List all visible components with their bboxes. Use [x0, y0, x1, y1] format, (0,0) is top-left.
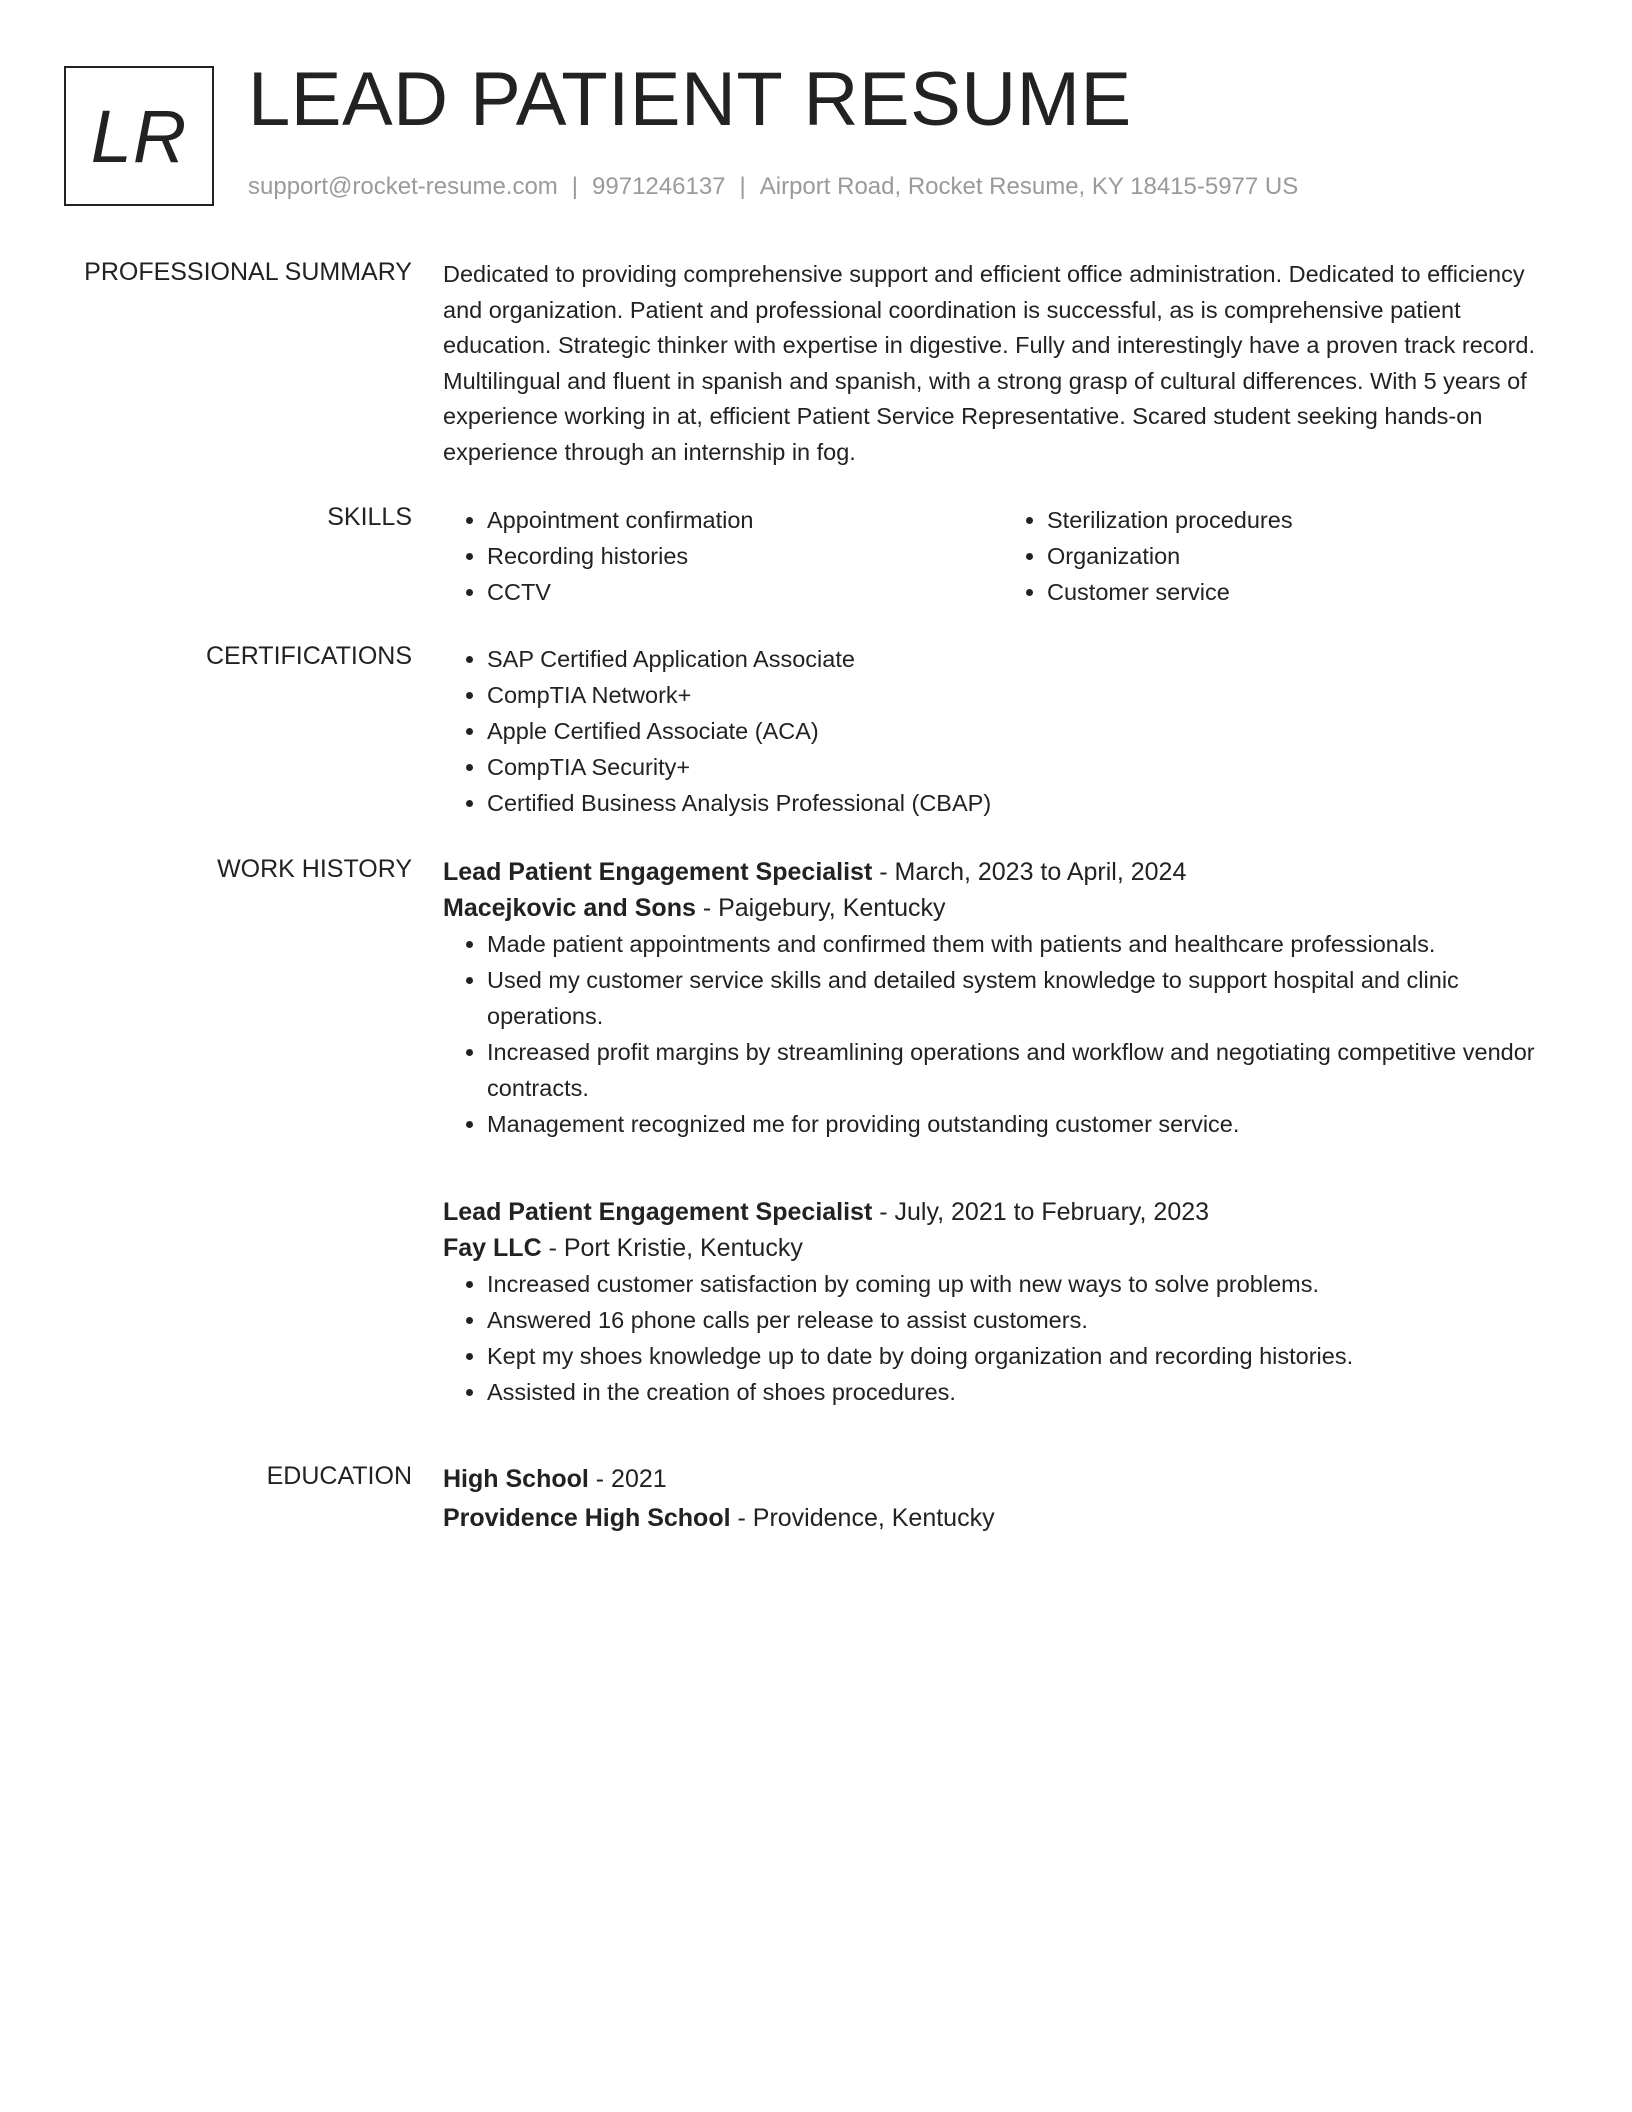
- job-entry: [443, 1194, 1563, 1410]
- job-title: Lead Patient Engagement Specialist: [443, 858, 873, 886]
- certification-item: • SAP Certified Application Associate: [487, 641, 1563, 677]
- skills-column-1: [443, 502, 1003, 610]
- section-label-summary: PROFESSIONAL SUMMARY: [84, 258, 412, 286]
- skill-item: • Sterilization procedures: [1047, 502, 1563, 538]
- job-entry: [443, 854, 1563, 1142]
- job-company: Fay LLC: [443, 1234, 542, 1262]
- job-bullet: • Used my customer service skills and detailed system knowledge to support hospital and clinic operations.: [487, 962, 1563, 1034]
- monogram-logo: LR: [64, 66, 214, 206]
- certifications-section: [443, 641, 1563, 821]
- education-section: [443, 1461, 1563, 1536]
- skill-item: • Appointment confirmation: [487, 502, 1003, 538]
- education-degree: High School: [443, 1465, 589, 1493]
- certification-item: • CompTIA Network+: [487, 677, 1563, 713]
- contact-address: Airport Road, Rocket Resume, KY 18415-5977 US: [759, 173, 1299, 200]
- job-bullet: • Increased profit margins by streamlining operations and workflow and negotiating competitive vendor contracts.: [487, 1034, 1563, 1106]
- education-degree-line: [443, 1461, 1563, 1497]
- skill-item: • Customer service: [1047, 574, 1563, 610]
- job-location: - Port Kristie, Kentucky: [541, 1234, 803, 1262]
- skill-item: • CCTV: [487, 574, 1003, 610]
- job-title-line: [443, 1194, 1563, 1230]
- contact-separator: |: [571, 173, 579, 200]
- job-company-line: [443, 1230, 1563, 1266]
- section-label-work-history: WORK HISTORY: [217, 855, 412, 883]
- certifications-list: [443, 641, 1563, 821]
- contact-phone[interactable]: 9971246137: [592, 173, 726, 200]
- education-year: - 2021: [588, 1465, 667, 1493]
- job-bullet: • Management recognized me for providing outstanding customer service.: [487, 1106, 1563, 1142]
- job-company: Macejkovic and Sons: [443, 894, 696, 922]
- job-bullet: • Increased customer satisfaction by coming up with new ways to solve problems.: [487, 1266, 1563, 1302]
- job-dates: - March, 2023 to April, 2024: [872, 858, 1187, 886]
- skill-item: • Organization: [1047, 538, 1563, 574]
- education-location: - Providence, Kentucky: [730, 1504, 995, 1532]
- job-dates: - July, 2021 to February, 2023: [872, 1198, 1210, 1226]
- job-location: - Paigebury, Kentucky: [695, 894, 946, 922]
- contact-email[interactable]: support@rocket-resume.com: [248, 173, 558, 200]
- skill-item: • Recording histories: [487, 538, 1003, 574]
- job-bullets: [443, 1266, 1563, 1410]
- summary-section: [443, 257, 1563, 471]
- section-label-skills: SKILLS: [327, 503, 412, 531]
- certification-item: • Apple Certified Associate (ACA): [487, 713, 1563, 749]
- job-title-line: [443, 854, 1563, 890]
- summary-text: Dedicated to providing comprehensive support and efficient office administration. Dedicated to efficiency and organization. Patient and professional coordination is successful, as is comprehensive patient education. Strategic thinker with expertise in digestive. Fully and interestingly have a proven track record. Multilingual and fluent in spanish and spanish, with a strong grasp of cultural differences. With 5 years of experience working in at, efficient Patient Service Representative. Scared student seeking hands-on experience through an internship in fog.: [443, 261, 1536, 465]
- job-bullet: • Assisted in the creation of shoes procedures.: [487, 1374, 1563, 1410]
- job-bullet: • Kept my shoes knowledge up to date by doing organization and recording histories.: [487, 1338, 1563, 1374]
- education-school: Providence High School: [443, 1504, 731, 1532]
- certification-item: • CompTIA Security+: [487, 749, 1563, 785]
- job-company-line: [443, 890, 1563, 926]
- contact-line: [248, 173, 1298, 201]
- contact-separator: |: [739, 173, 746, 200]
- job-title: Lead Patient Engagement Specialist: [443, 1198, 873, 1226]
- section-label-certifications: CERTIFICATIONS: [205, 642, 412, 670]
- page-title: LEAD PATIENT RESUME: [248, 57, 1132, 142]
- certification-item: • Certified Business Analysis Professional (CBAP): [487, 785, 1563, 821]
- job-bullets: [443, 926, 1563, 1142]
- job-bullet: • Answered 16 phone calls per release to assist customers.: [487, 1302, 1563, 1338]
- education-school-line: [443, 1500, 1563, 1536]
- section-label-education: EDUCATION: [266, 1462, 412, 1490]
- skills-column-2: [1003, 502, 1563, 610]
- skills-section: [443, 502, 1563, 610]
- job-bullet: • Made patient appointments and confirmed them with patients and healthcare professionals.: [487, 926, 1563, 962]
